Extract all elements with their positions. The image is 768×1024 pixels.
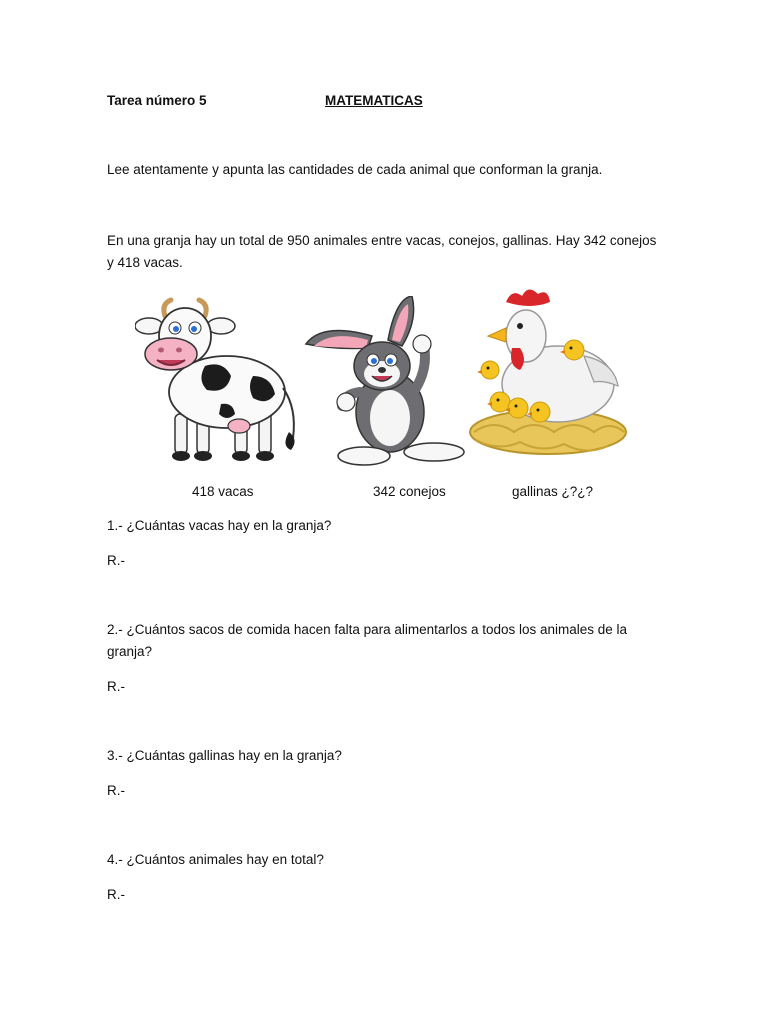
hen-caption: gallinas ¿?¿? (512, 484, 594, 499)
cow-icon (135, 296, 307, 468)
question-1: 1.- ¿Cuántas vacas hay en la granja? (107, 518, 332, 533)
answer-label-2: R.- (107, 679, 125, 694)
rabbit-icon (302, 296, 470, 468)
answer-label-1: R.- (107, 553, 125, 568)
subject-title: MATEMATICAS (325, 93, 423, 108)
answer-label-4: R.- (107, 887, 125, 902)
question-2-line-2: granja? (107, 644, 153, 659)
question-2-line-1: 2.- ¿Cuántos sacos de comida hacen falta para alimentarlos a todos los animales de la (107, 622, 628, 637)
task-title: Tarea número 5 (107, 93, 207, 108)
rabbit-caption: 342 conejos (373, 484, 446, 499)
instructions-text: Lee atentamente y apunta las cantidades de cada animal que conforman la granja. (107, 162, 603, 177)
problem-line-2: y 418 vacas. (107, 255, 183, 270)
question-4: 4.- ¿Cuántos animales hay en total? (107, 852, 324, 867)
answer-label-3: R.- (107, 783, 125, 798)
problem-line-1: En una granja hay un total de 950 animales entre vacas, conejos, gallinas. Hay 342 conejos (107, 233, 657, 248)
question-3: 3.- ¿Cuántas gallinas hay en la granja? (107, 748, 342, 763)
hen-with-chicks-icon (466, 286, 632, 468)
cow-caption: 418 vacas (192, 484, 254, 499)
